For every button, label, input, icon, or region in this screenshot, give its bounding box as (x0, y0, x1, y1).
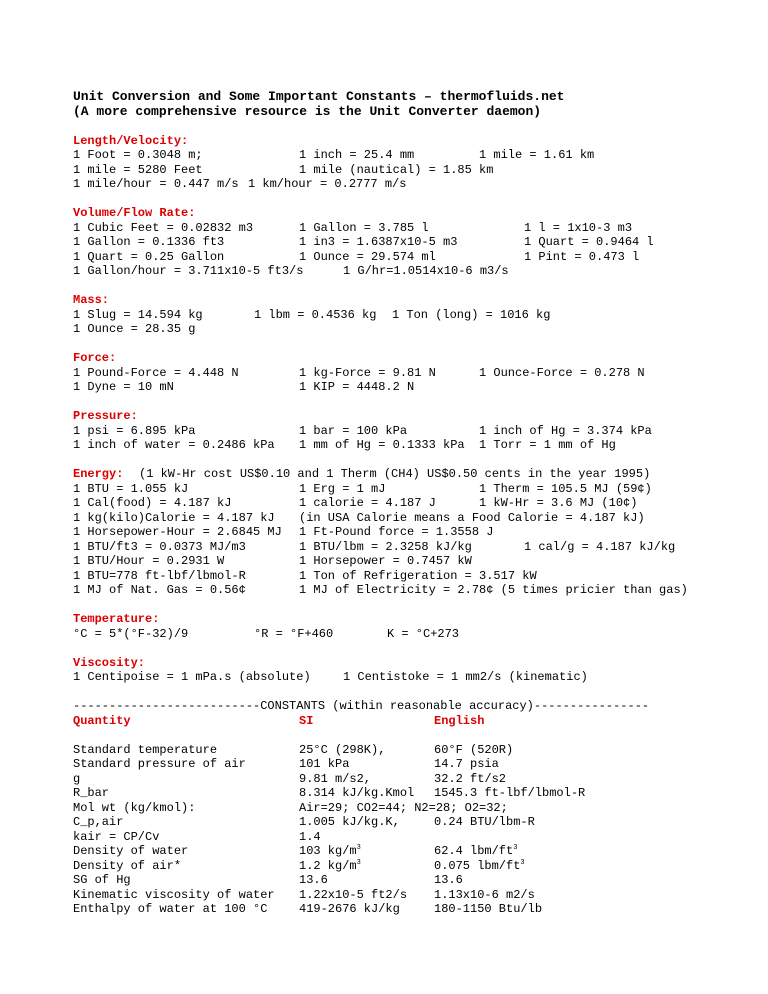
energy-row-7: 1 BTU=778 ft-lbf/lbmol-R 1 Ton of Refrigeration = 3.517 kW (73, 568, 537, 583)
constants-row: Enthalpy of water at 100 °C 419-2676 kJ/kg 180-1150 Btu/lb (73, 902, 543, 916)
pressure-row-1: 1 psi = 6.895 kPa 1 bar = 100 kPa 1 inch of Hg = 3.374 kPa (73, 423, 652, 438)
volume-row-1: 1 Cubic Feet = 0.02832 m3 1 Gallon = 3.785 l 1 l = 1x10-3 m3 (73, 220, 633, 235)
constants-row: R_bar 8.314 kJ/kg.Kmol 1545.3 ft-lbf/lbmol-R (73, 786, 586, 800)
pressure-row-2: 1 inch of water = 0.2486 kPa 1 mm of Hg = 0.1333 kPa 1 Torr = 1 mm of Hg (73, 438, 616, 452)
length-row-1: 1 Foot = 0.3048 m; 1 inch = 25.4 mm 1 mile = 1.61 km (73, 148, 595, 162)
constants-row: Mol wt (kg/kmol): Air=29; CO2=44; N2=28; O2=32; (73, 800, 508, 815)
section-heading-force: Force: (73, 351, 117, 365)
title-line-2: (A more comprehensive resource is the Unit Converter daemon) (73, 103, 542, 119)
energy-row-1: 1 BTU = 1.055 kJ 1 Erg = 1 mJ 1 Therm = 105.5 MJ (59¢) (73, 481, 652, 496)
mass-row-2: 1 Ounce = 28.35 g (73, 322, 196, 336)
viscosity-row-1: 1 Centipoise = 1 mPa.s (absolute) 1 Centistoke = 1 mm2/s (kinematic) (73, 670, 588, 684)
force-row-1: 1 Pound-Force = 4.448 N 1 kg-Force = 9.81 N 1 Ounce-Force = 0.278 N (73, 365, 645, 380)
temperature-row-1: °C = 5*(°F-32)/9 °R = °F+460 K = °C+273 (73, 626, 460, 641)
length-row-2: 1 mile = 5280 Feet 1 mile (nautical) = 1.85 km (73, 162, 494, 177)
energy-row-5: 1 BTU/ft3 = 0.0373 MJ/m3 1 BTU/lbm = 2.3258 kJ/kg 1 cal/g = 4.187 kJ/kg (73, 539, 676, 554)
energy-row-4: 1 Horsepower-Hour = 2.6845 MJ 1 Ft-Pound force = 1.3558 J (73, 525, 494, 539)
constants-row: kair = CP/Cv 1.4 (73, 829, 321, 844)
document-page (73, 90, 733, 917)
constants-row: Standard pressure of air 101 kPa 14.7 psia (73, 757, 499, 771)
force-row-2: 1 Dyne = 10 mN 1 KIP = 4448.2 N (73, 380, 415, 394)
section-heading-mass: Mass: (73, 293, 110, 307)
volume-row-3: 1 Quart = 0.25 Gallon 1 Ounce = 29.574 ml 1 Pint = 0.473 l (73, 249, 640, 264)
energy-row-3: 1 kg(kilo)Calorie = 4.187 kJ (in USA Calorie means a Food Calorie = 4.187 kJ) (73, 510, 645, 525)
volume-row-2: 1 Gallon = 0.1336 ft3 1 in3 = 1.6387x10-5 m3 1 Quart = 0.9464 l (73, 235, 654, 249)
section-heading-pressure: Pressure: (73, 409, 138, 423)
length-row-3: 1 mile/hour = 0.447 m/s 1 km/hour = 0.2777 m/s (73, 177, 407, 191)
energy-row-2: 1 Cal(food) = 4.187 kJ 1 calorie = 4.187 J 1 kW-Hr = 3.6 MJ (10¢) (73, 496, 638, 510)
section-heading-energy: Energy: (1 kW-Hr cost US$0.10 and 1 Therm (CH4) US$0.50 cents in the year 1995) (73, 467, 651, 481)
energy-row-8: 1 MJ of Nat. Gas = 0.56¢ 1 MJ of Electricity = 2.78¢ (5 times pricier than gas) (73, 583, 688, 597)
mass-row-1: 1 Slug = 14.594 kg 1 lbm = 0.4536 kg 1 Ton (long) = 1016 kg (73, 307, 551, 322)
title-line-1: Unit Conversion and Some Important Constants – thermofluids.net (73, 89, 565, 104)
energy-cost-note: (1 kW-Hr cost US$0.10 and 1 Therm (CH4) US$0.50 cents in the year 1995) (139, 467, 651, 481)
constants-row: C_p,air 1.005 kJ/kg.K, 0.24 BTU/lbm-R (73, 815, 535, 829)
volume-row-4: 1 Gallon/hour = 3.711x10-5 ft3/s 1 G/hr=1.0514x10-6 m3/s (73, 264, 509, 278)
constants-row: Standard temperature 25°C (298K), 60°F (520R) (73, 742, 514, 757)
constants-row: SG of Hg 13.6 13.6 (73, 873, 463, 887)
constants-row: Kinematic viscosity of water 1.22x10-5 ft2/s 1.13x10-6 m2/s (73, 887, 535, 902)
section-heading-viscosity: Viscosity: (73, 655, 146, 670)
constants-divider: --------------------------CONSTANTS (within reasonable accuracy)---------------- (73, 699, 650, 713)
section-heading-length: Length/Velocity: (73, 133, 189, 148)
constants-row: g 9.81 m/s2, 32.2 ft/s2 (73, 771, 507, 786)
energy-row-6: 1 BTU/Hour = 0.2931 W 1 Horsepower = 0.7457 kW (73, 554, 472, 568)
section-heading-temperature: Temperature: (73, 612, 160, 626)
constants-header-row: Quantity SI English (73, 713, 485, 728)
constants-row: Density of water 103 $kg/m^3$ 62.4 lbm/$ft^3$ (73, 844, 518, 858)
section-heading-volume: Volume/Flow Rate: (73, 206, 196, 220)
constants-row: Density of air* 1.2 $kg/m^3$ 0.075 lbm/$ft^3$ (73, 858, 525, 873)
